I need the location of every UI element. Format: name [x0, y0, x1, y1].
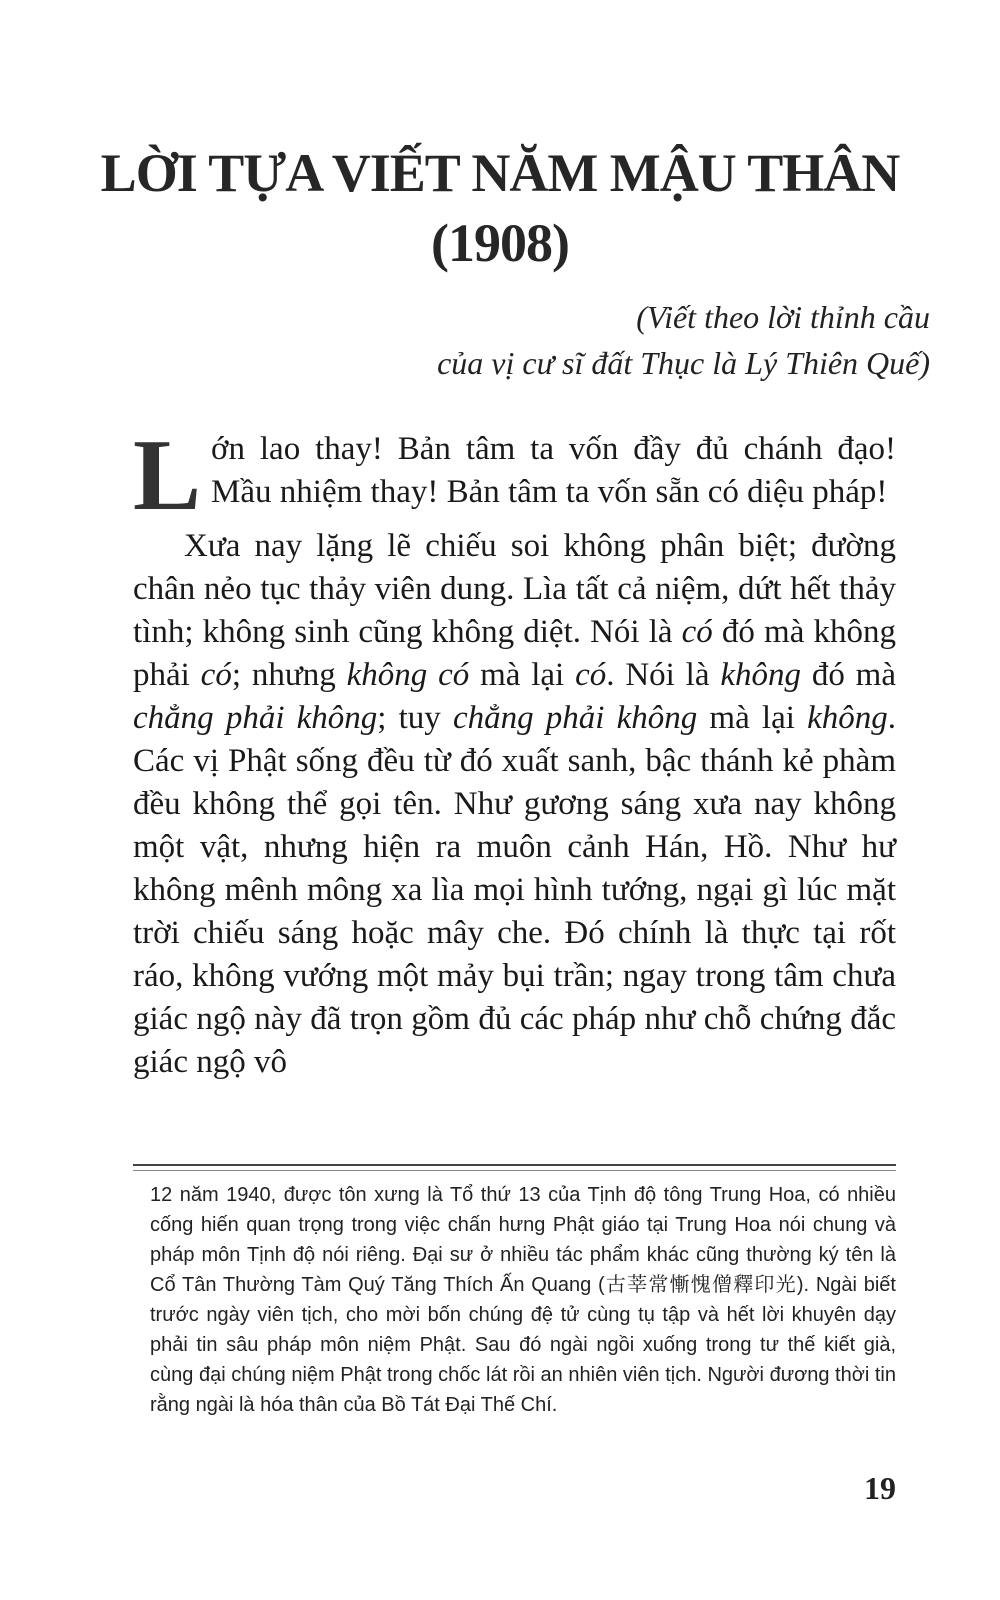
footnote: 12 năm 1940, được tôn xưng là Tổ thứ 13 của Tịnh độ tông Trung Hoa, có nhiều cống hiến quan trọng trong việc chấn hưng Phật giáo tại Trung Hoa nói chung và pháp môn Tịnh độ nói riêng. Đại sư ở nhiều tác phẩm khác cũng thường ký tên là Cổ Tân Thường Tàm Quý Tăng Thích Ấn Quang (古莘常慚愧僧釋印光). Ngài biết trước ngày viên tịch, cho mời bốn chúng đệ tử cùng tụ tập và hết lời khuyên dạy phải tin sâu pháp môn niệm Phật. Sau đó ngài ngồi xuống trong tư thế kiết già, cùng đại chúng niệm Phật trong chốc lát rồi an nhiên viên tịch. Người đương thời tin rằng ngài là hóa thân của Bồ Tát Đại Thế Chí.: [150, 1184, 896, 1416]
paragraph-1-text: ớn lao thay! Bản tâm ta vốn đầy đủ chánh đạo! Mầu nhiệm thay! Bản tâm ta vốn sẵn có diệu pháp!: [211, 431, 896, 510]
text-run: đó mà: [800, 657, 896, 693]
text-run: ; nhưng: [231, 657, 347, 693]
chapter-title-line1: LỜI TỰA VIẾT NĂM MẬU THÂN: [100, 143, 900, 203]
chapter-title: [80, 138, 920, 278]
subtitle-line2: của vị cư sĩ đất Thục là Lý Thiên Quế): [437, 345, 930, 381]
chapter-subtitle: [437, 294, 930, 386]
drop-cap: L: [133, 419, 202, 532]
page-number: 19: [864, 1470, 896, 1506]
paragraph-2: [133, 525, 896, 1084]
emphasis: không có: [346, 657, 470, 693]
emphasis: có: [575, 657, 607, 693]
paragraph-1: [133, 419, 896, 532]
text-run: đó mà không phải: [133, 614, 896, 693]
text-run: Xưa nay lặng lẽ chiếu soi không phân biệt; đường chân nẻo tục thảy viên dung. Lìa tất cả niệm, dứt hết thảy tình; không sinh cũng không diệt. Nói là: [133, 528, 896, 650]
text-run: . Nói là: [606, 657, 721, 693]
emphasis: không: [807, 700, 888, 736]
emphasis: có: [200, 657, 232, 693]
text-run: mà lại: [697, 700, 808, 736]
emphasis: không: [720, 657, 801, 693]
chapter-title-line2: (1908): [431, 213, 569, 273]
footnote-divider: [133, 1164, 896, 1171]
text-run: mà lại: [469, 657, 576, 693]
text-run: . Các vị Phật sống đều từ đó xuất sanh, bậc thánh kẻ phàm đều không thể gọi tên. Như gương sáng xưa nay không một vật, nhưng hiện ra muôn cảnh Hán, Hồ. Như hư không mênh mông xa lìa mọi hình tướng, ngại gì lúc mặt trời chiếu sáng hoặc mây che. Đó chính là thực tại rốt ráo, không vướng một mảy bụi trần; ngay trong tâm chưa giác ngộ này đã trọn gồm đủ các pháp như chỗ chứng đắc giác ngộ vô: [133, 700, 896, 1080]
emphasis: chẳng phải không: [452, 700, 698, 736]
subtitle-line1: (Viết theo lời thỉnh cầu: [636, 299, 930, 335]
emphasis: chẳng phải không: [133, 700, 378, 736]
emphasis: có: [681, 614, 713, 650]
text-run: ; tuy: [377, 700, 453, 736]
body-text: [133, 419, 896, 1084]
